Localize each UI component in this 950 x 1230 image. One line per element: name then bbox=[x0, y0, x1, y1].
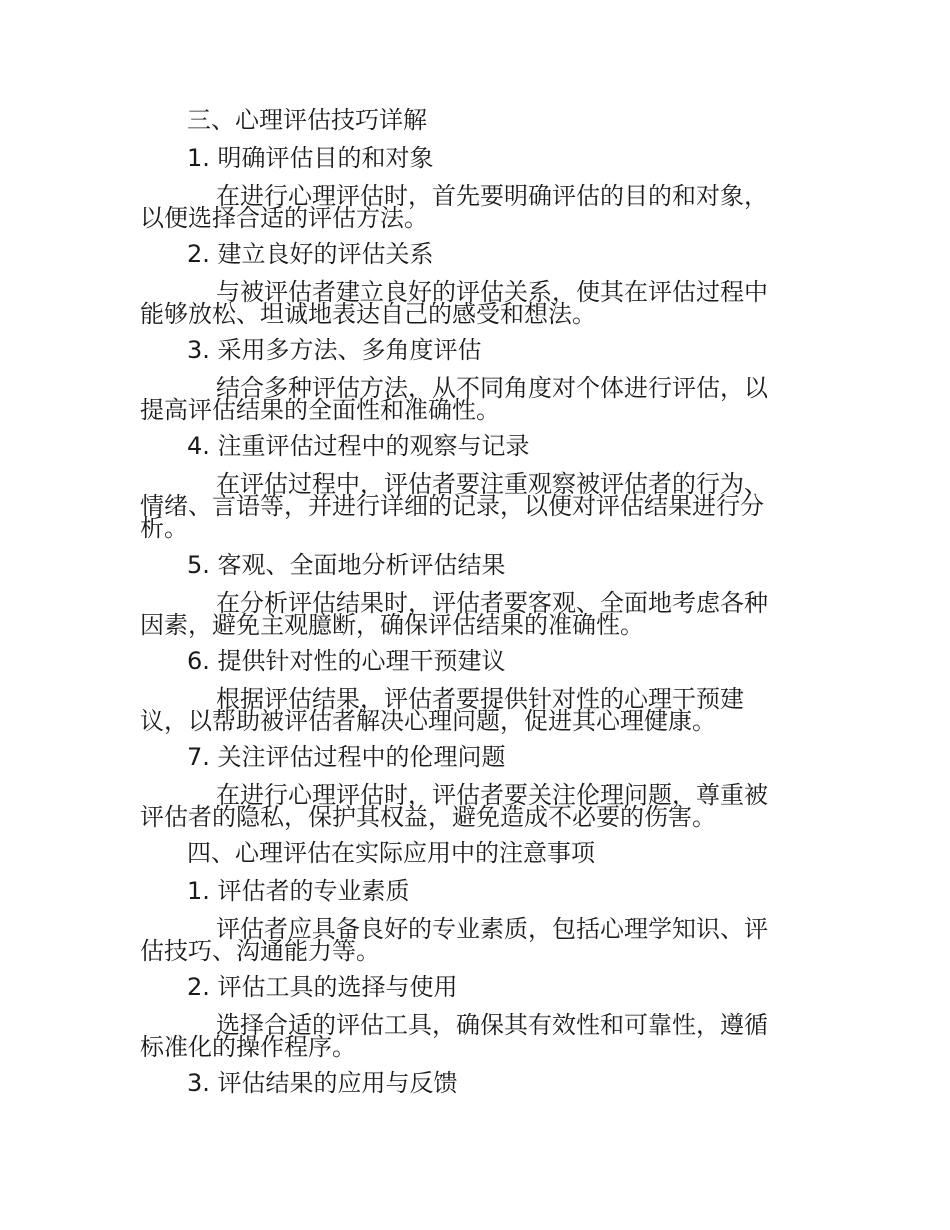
paragraph-line: 与被评估者建立良好的评估关系，使其在评估过程中 bbox=[216, 278, 768, 306]
paragraph-line: 提高评估结果的全面性和准确性。 bbox=[140, 396, 500, 424]
paragraph-line: 在进行心理评估时，评估者要关注伦理问题，尊重被 bbox=[216, 781, 768, 809]
item-heading: 6. 提供针对性的心理干预建议 bbox=[187, 647, 506, 675]
paragraph-line: 能够放松、坦诚地表达自己的感受和想法。 bbox=[140, 300, 596, 328]
item-heading: 1. 评估者的专业素质 bbox=[187, 877, 410, 905]
item-heading: 3. 采用多方法、多角度评估 bbox=[187, 336, 482, 364]
paragraph-line: 在评估过程中，评估者要注重观察被评估者的行为、 bbox=[216, 470, 768, 498]
paragraph-line: 情绪、言语等，并进行详细的记录，以便对评估结果进行分 bbox=[140, 492, 764, 520]
paragraph-line: 选择合适的评估工具，确保其有效性和可靠性，遵循 bbox=[216, 1011, 768, 1039]
paragraph-line: 估技巧、沟通能力等。 bbox=[140, 937, 380, 965]
paragraph-line: 议，以帮助被评估者解决心理问题，促进其心理健康。 bbox=[140, 707, 716, 735]
paragraph-line: 析。 bbox=[140, 514, 188, 542]
item-heading: 3. 评估结果的应用与反馈 bbox=[187, 1069, 458, 1097]
paragraph-line: 评估者的隐私，保护其权益，避免造成不必要的伤害。 bbox=[140, 803, 716, 831]
item-heading: 4. 注重评估过程中的观察与记录 bbox=[187, 432, 530, 460]
item-heading: 5. 客观、全面地分析评估结果 bbox=[187, 551, 506, 579]
paragraph-line: 以便选择合适的评估方法。 bbox=[140, 204, 428, 232]
paragraph-line: 根据评估结果，评估者要提供针对性的心理干预建 bbox=[216, 685, 744, 713]
paragraph-line: 在分析评估结果时，评估者要客观、全面地考虑各种 bbox=[216, 589, 768, 617]
paragraph-line: 在进行心理评估时，首先要明确评估的目的和对象， bbox=[216, 182, 768, 210]
paragraph-line: 评估者应具备良好的专业素质，包括心理学知识、评 bbox=[216, 915, 768, 943]
paragraph-line: 标准化的操作程序。 bbox=[140, 1033, 356, 1061]
item-heading: 2. 建立良好的评估关系 bbox=[187, 240, 434, 268]
item-heading: 1. 明确评估目的和对象 bbox=[187, 144, 434, 172]
section-title: 三、心理评估技巧详解 bbox=[187, 106, 427, 134]
item-heading: 7. 关注评估过程中的伦理问题 bbox=[187, 743, 506, 771]
section-title: 四、心理评估在实际应用中的注意事项 bbox=[187, 839, 595, 867]
paragraph-line: 因素，避免主观臆断，确保评估结果的准确性。 bbox=[140, 611, 644, 639]
item-heading: 2. 评估工具的选择与使用 bbox=[187, 973, 458, 1001]
paragraph-line: 结合多种评估方法，从不同角度对个体进行评估，以 bbox=[216, 374, 768, 402]
